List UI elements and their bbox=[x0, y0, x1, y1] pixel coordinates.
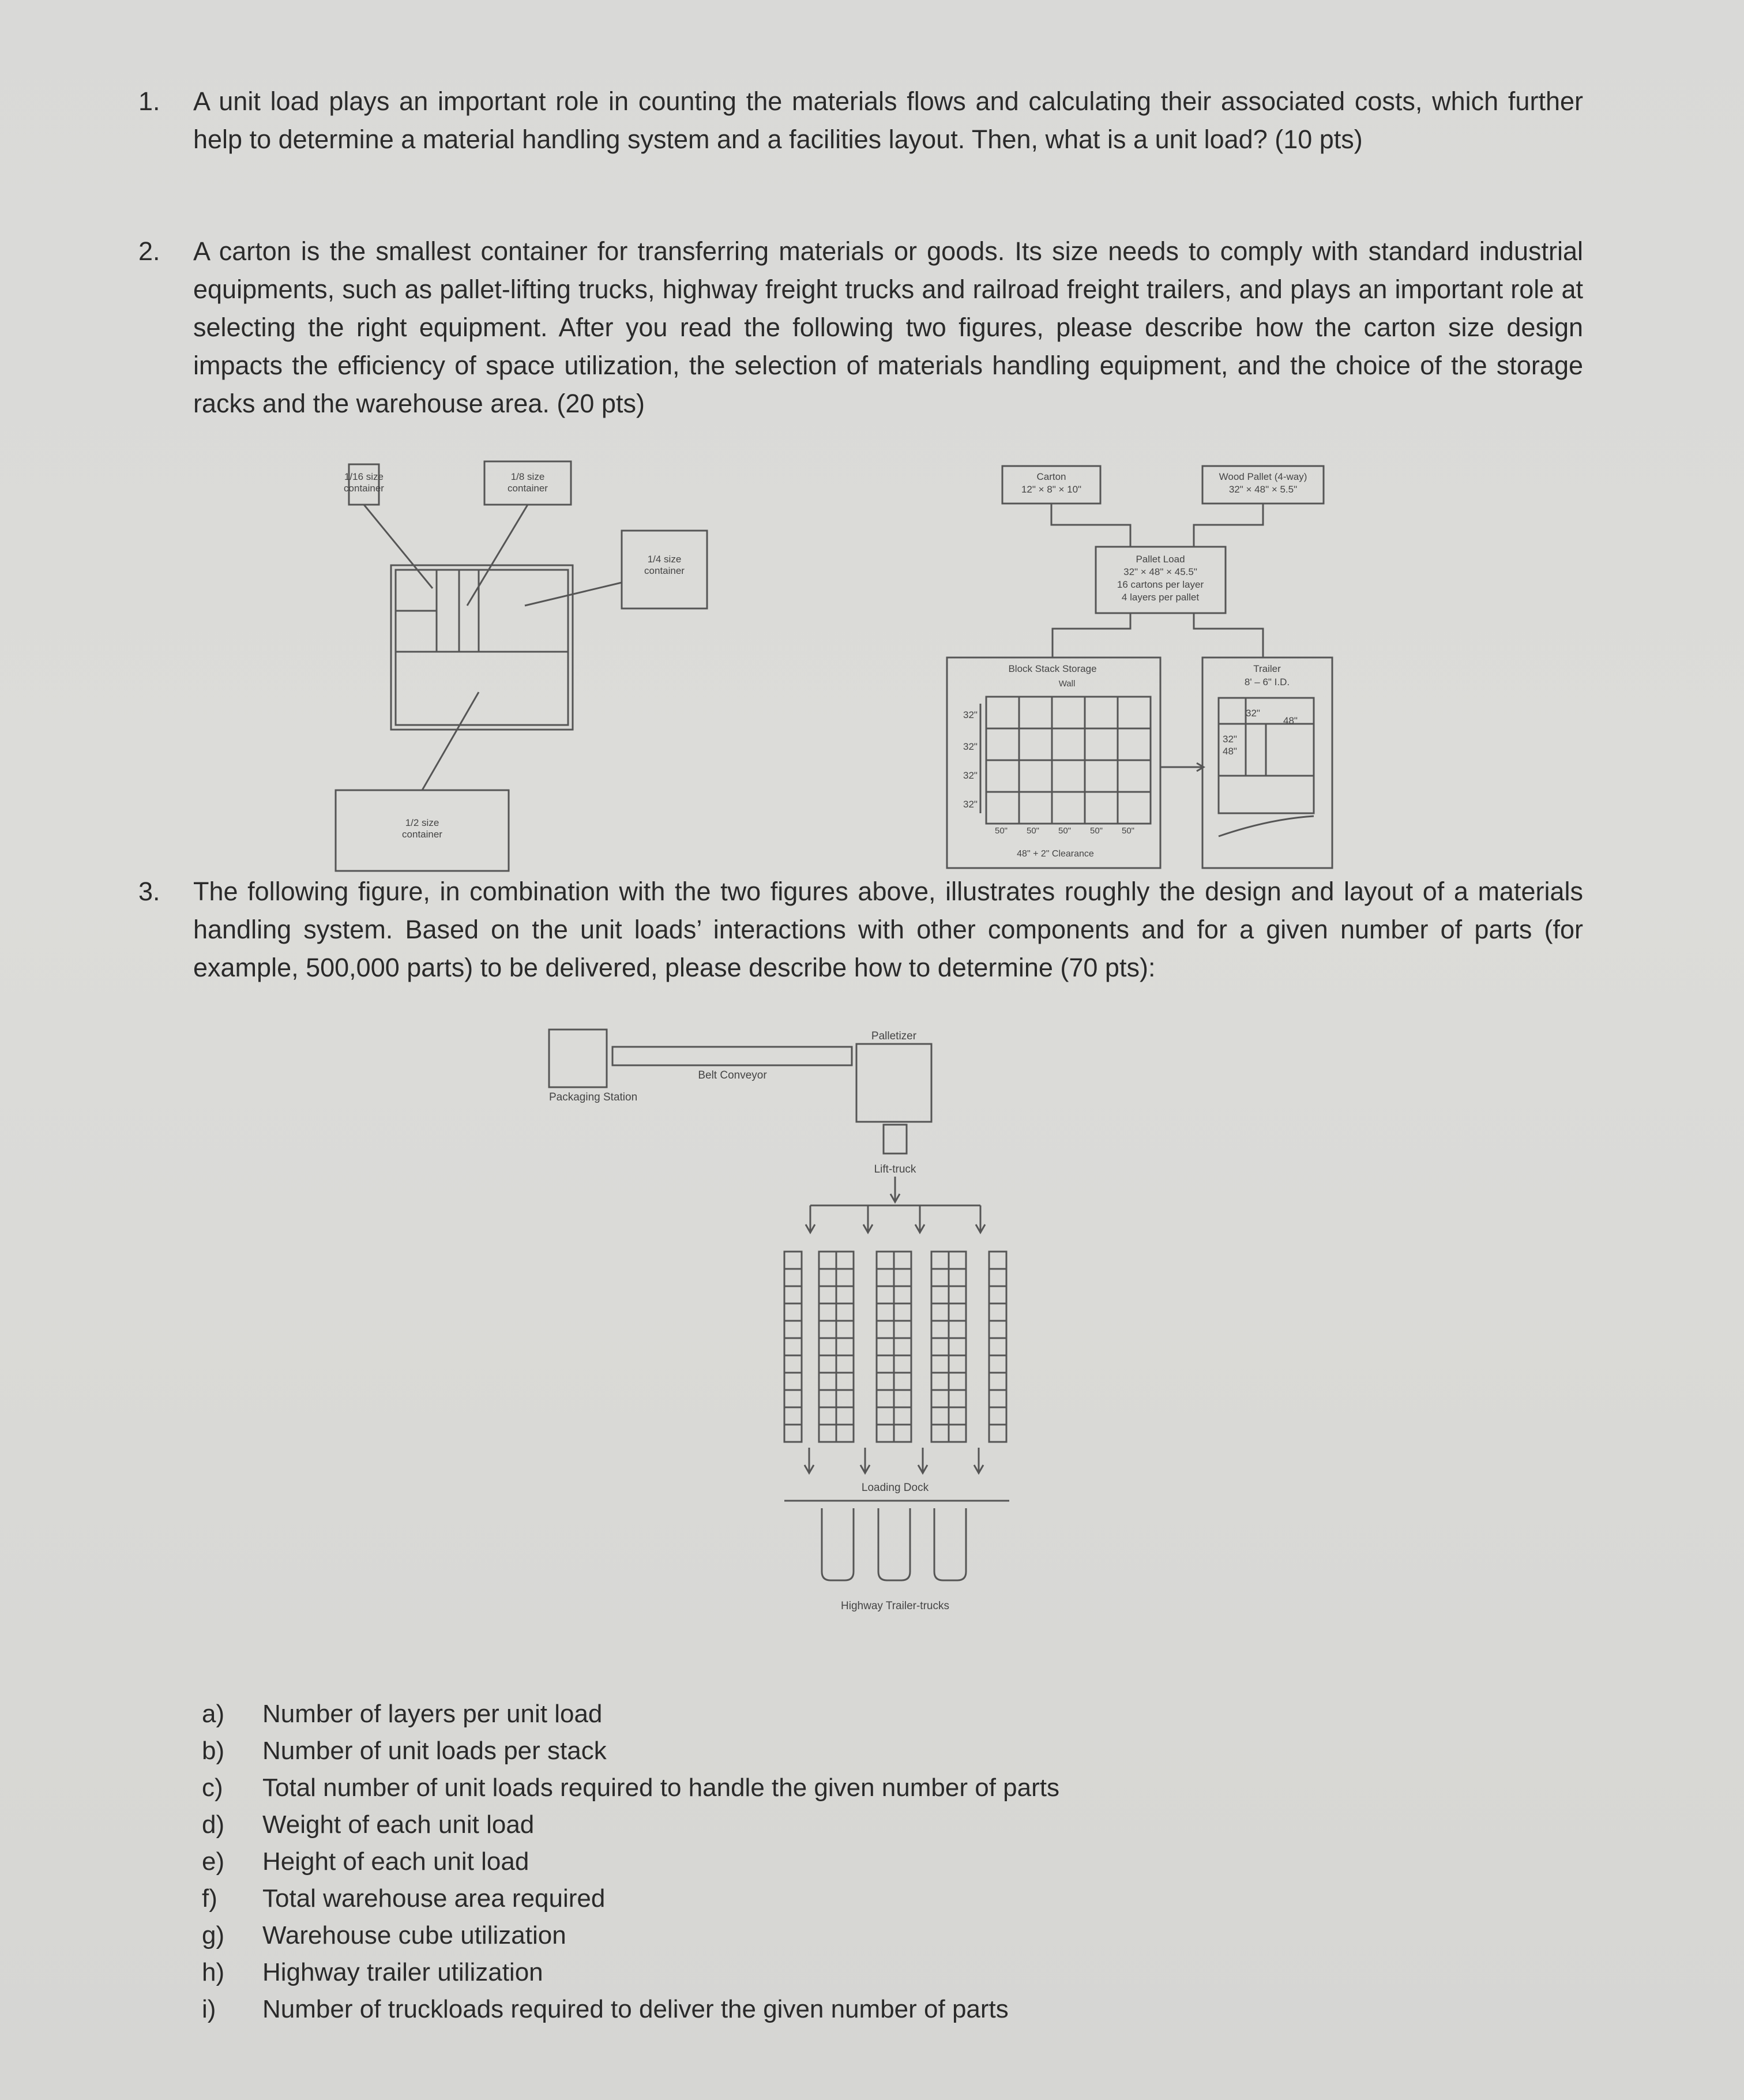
question-text: A unit load plays an important role in counting the materials flows and calculating their associated costs, which further help to determine a material handling system and a facilities layout. Then, what is a unit load? (10 pts) bbox=[193, 87, 1583, 154]
dim-32-1: 32" bbox=[963, 709, 978, 720]
pallet-label: Wood Pallet (4-way) bbox=[1219, 471, 1307, 482]
label-1-4-b: container bbox=[644, 565, 685, 576]
dim-50-5: 50" bbox=[1122, 826, 1135, 836]
dim-32-4: 32" bbox=[963, 799, 978, 810]
trailer-dim-48b: 48" bbox=[1223, 746, 1237, 757]
carton-dims: 12" × 8" × 10" bbox=[1021, 484, 1082, 495]
question-number: 2. bbox=[138, 236, 160, 266]
wall-label: Wall bbox=[1058, 679, 1076, 689]
trailer-dim-32b: 32" bbox=[1223, 734, 1237, 745]
trailer-truck-1 bbox=[822, 1508, 854, 1580]
question-number: 1. bbox=[138, 87, 160, 116]
list-text: Warehouse cube utilization bbox=[262, 1921, 566, 1949]
pallet-dims: 32" × 48" × 5.5" bbox=[1228, 484, 1298, 495]
lift-truck-icon bbox=[884, 1125, 907, 1154]
packaging-station-label: Packaging Station bbox=[549, 1091, 638, 1103]
pallet-load-layer: 16 cartons per layer bbox=[1117, 579, 1204, 590]
clearance-label: 48" + 2" Clearance bbox=[1017, 849, 1094, 859]
list-label: a) bbox=[202, 1700, 225, 1728]
list-label: g) bbox=[202, 1921, 225, 1949]
carton-label: Carton bbox=[1036, 471, 1066, 482]
trailer-dim-48a: 48" bbox=[1283, 715, 1298, 726]
container-size-figure bbox=[323, 450, 727, 877]
label-1-8-a: 1/8 size bbox=[510, 471, 545, 482]
label-1-16-b: container bbox=[344, 483, 384, 494]
list-text: Total number of unit loads required to handle the given number of parts bbox=[262, 1774, 1059, 1802]
list-label: i) bbox=[202, 1995, 216, 2023]
question-text: A carton is the smallest container for transferring materials or goods. Its size needs to comply with standard industrial equipments, such as pallet-lifting trucks, highway freight trucks and railroad freight trailers, and plays an important role at selecting the right equipment. After you read the following two figures, please describe how the carton size design impacts the efficiency of space utilization, the selection of materials handling equipment, and the choice of the storage racks and the warehouse area. (20 pts) bbox=[193, 236, 1583, 418]
list-text: Weight of each unit load bbox=[262, 1810, 535, 1839]
pallet-load-layers: 4 layers per pallet bbox=[1121, 592, 1200, 603]
label-1-2-a: 1/2 size bbox=[405, 817, 439, 828]
material-handling-layout-figure bbox=[542, 1021, 1027, 1626]
label-1-4-a: 1/4 size bbox=[647, 554, 682, 565]
list-label: h) bbox=[202, 1958, 225, 1986]
trailer-dim-32a: 32" bbox=[1246, 708, 1260, 719]
list-text: Number of unit loads per stack bbox=[262, 1737, 607, 1765]
list-label: f) bbox=[202, 1884, 217, 1913]
rack-1 bbox=[784, 1252, 802, 1442]
list-text: Number of layers per unit load bbox=[262, 1700, 603, 1728]
pallet-load-title: Pallet Load bbox=[1136, 554, 1185, 565]
list-text: Total warehouse area required bbox=[262, 1884, 606, 1913]
packaging-station-box bbox=[549, 1030, 607, 1087]
storage-label: Block Stack Storage bbox=[1008, 663, 1097, 674]
dim-50-3: 50" bbox=[1058, 826, 1072, 836]
list-label: d) bbox=[202, 1810, 225, 1839]
belt-conveyor bbox=[612, 1047, 852, 1065]
palletizer-box bbox=[856, 1044, 931, 1122]
pallet-load-figure bbox=[940, 456, 1350, 877]
rack-5 bbox=[989, 1252, 1006, 1442]
list-label: e) bbox=[202, 1847, 225, 1876]
palletizer-label: Palletizer bbox=[871, 1030, 917, 1042]
trailer-truck-3 bbox=[934, 1508, 966, 1580]
list-text: Highway trailer utilization bbox=[262, 1958, 543, 1986]
question-number: 3. bbox=[138, 877, 160, 906]
label-1-8-b: container bbox=[508, 483, 548, 494]
trailer-label: Trailer bbox=[1253, 663, 1281, 674]
trailer-dims: 8' – 6" I.D. bbox=[1244, 677, 1290, 688]
dim-50-2: 50" bbox=[1027, 826, 1040, 836]
trailer-box bbox=[1202, 658, 1332, 868]
question-text: The following figure, in combination with the two figures above, illustrates roughly the design and layout of a materials handling system. Based on the unit loads’ interactions with other components and for a given number of parts (for example, 500,000 parts) to be delivered, please describe how to determine (70 pts): bbox=[193, 877, 1583, 982]
pallet-load-dims: 32" × 48" × 45.5" bbox=[1123, 566, 1197, 577]
list-label: b) bbox=[202, 1737, 225, 1765]
trailer-truck-2 bbox=[878, 1508, 910, 1580]
dim-32-3: 32" bbox=[963, 770, 978, 781]
label-1-2-b: container bbox=[402, 829, 442, 840]
lift-truck-label: Lift-truck bbox=[874, 1163, 916, 1175]
dim-32-2: 32" bbox=[963, 741, 978, 752]
dim-50-4: 50" bbox=[1090, 826, 1103, 836]
label-1-16-a: 1/16 size bbox=[344, 471, 384, 482]
list-text: Number of truckloads required to deliver the given number of parts bbox=[262, 1995, 1009, 2023]
list-text: Height of each unit load bbox=[262, 1847, 529, 1876]
storage-box bbox=[947, 658, 1160, 868]
assembly-outer bbox=[391, 565, 573, 730]
list-label: c) bbox=[202, 1774, 223, 1802]
dim-50-1: 50" bbox=[995, 826, 1008, 836]
belt-conveyor-label: Belt Conveyor bbox=[698, 1069, 767, 1081]
loading-dock-label: Loading Dock bbox=[861, 1482, 929, 1494]
highway-trucks-label: Highway Trailer-trucks bbox=[841, 1600, 949, 1612]
